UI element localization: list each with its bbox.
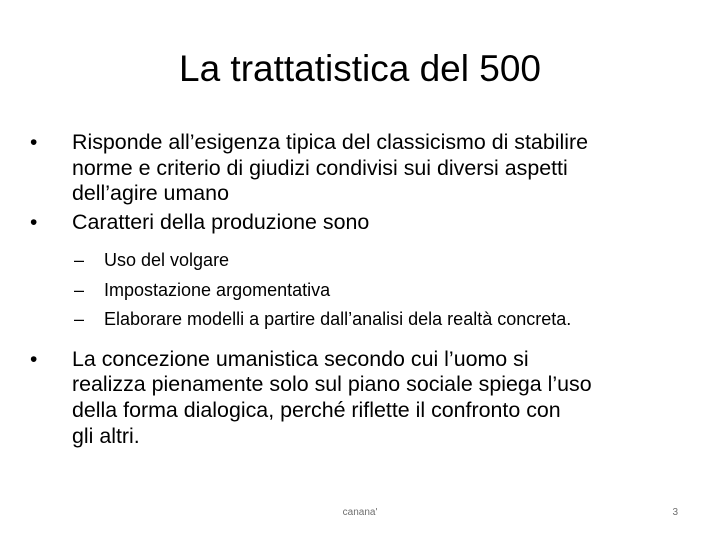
bullet-line: Risponde all’esigenza tipica del classicismo di stabilire (72, 130, 588, 154)
dash-marker: – (74, 250, 85, 271)
bullet-line: realizza pienamente solo sul piano sociale spiega l’uso (72, 372, 592, 397)
dash-marker: – (74, 309, 85, 330)
bullet-marker: • (30, 210, 38, 234)
bullet-line: gli altri. (72, 423, 140, 448)
sub-bullet-item (26, 276, 706, 306)
sub-bullet-text: Uso del volgare (104, 250, 230, 271)
bullet-marker: • (30, 131, 38, 154)
slide-body (26, 130, 706, 449)
bullet-marker: • (30, 347, 38, 371)
bullet-line: norme e criterio di giudizi condivisi sui diversi aspetti (72, 155, 568, 180)
sub-bullet-item (26, 246, 706, 276)
bullet-item (26, 130, 706, 207)
sub-bullet-item (26, 305, 706, 335)
sub-bullet-list (26, 246, 706, 335)
slide-title: La trattatistica del 500 (179, 48, 541, 89)
bullet-line: dell’agire umano (72, 181, 229, 206)
dash-marker: – (74, 279, 85, 300)
slide-footer: canana' (342, 507, 378, 518)
page-number: 3 (672, 507, 678, 518)
bullet-line: Caratteri della produzione sono (72, 209, 370, 234)
sub-bullet-text: Elaborare modelli a partire dall’analisi dela realtà concreta. (104, 309, 572, 330)
bullet-item (26, 347, 706, 449)
bullet-line: della forma dialogica, perché riflette il confronto con (72, 398, 561, 423)
bullet-item (26, 210, 706, 236)
sub-bullet-text: Impostazione argomentativa (104, 279, 331, 300)
bullet-line: La concezione umanistica secondo cui l’uomo si (72, 346, 529, 371)
